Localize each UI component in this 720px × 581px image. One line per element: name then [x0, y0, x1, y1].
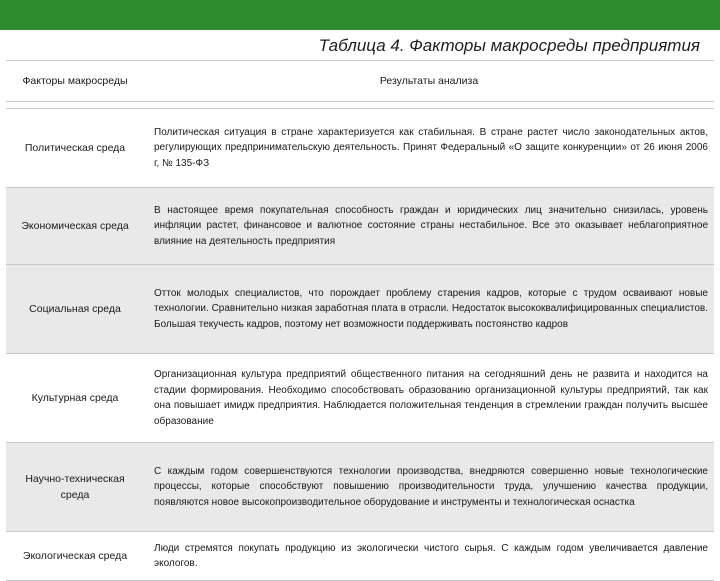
table-row: [6, 354, 714, 443]
table-row: [6, 188, 714, 265]
table-title: Таблица 4. Факторы макросреды предприятия: [318, 36, 700, 55]
table-row: [6, 265, 714, 354]
result-cell: Политическая ситуация в стране характеризуется как стабильная. В стране растет число законодательных актов, регулирующих предпринимательскую деятельность. Принят Федеральный «О защите конкуренции» от 26 июня 2006 г, № 135-ФЗ: [144, 109, 714, 188]
result-cell: Люди стремятся покупать продукцию из экологически чистого сырья. С каждым годом увеличивается давление экологов.: [144, 532, 714, 581]
result-cell: Отток молодых специалистов, что порождает проблему старения кадров, которые с трудом осваивают новые технологии. Сравнительно низкая заработная плата в отрасли. Недостаток высококвалифицированных специалистов. Большая текучесть кадров, поэтому нет возможности поддерживать постоянство кадров: [144, 265, 714, 354]
table-row: [6, 532, 714, 581]
result-cell: В настоящее время покупательная способность граждан и юридических лиц значительно снизилась, уровень инфляции растет, финансовое и валютное состояние страны нестабильное. Все это оказывает неблагоприятное влияние на деятельность предприятия: [144, 188, 714, 265]
header-factors: Факторы макросреды: [6, 61, 144, 102]
factor-cell: Экономическая среда: [6, 188, 144, 265]
factor-cell: Социальная среда: [6, 265, 144, 354]
result-cell: Организационная культура предприятий общественного питания на сегодняшний день не развита и находится на стадии формирования. Необходимо способствовать образованию организационной культуры предприятий, так как она повышает имидж предприятия. Наблюдается положительная тенденция в стремлении граждан получить высшее образование: [144, 354, 714, 443]
result-cell: С каждым годом совершенствуются технологии производства, внедряются совершенно новые технологические процессы, которые способствуют повышению производительности труда, улучшению качества продукции, появляются новое высокопроизводительное оборудование и инструменты и технологическая оснастка: [144, 443, 714, 532]
table-header-row: [6, 61, 714, 102]
top-accent-bar: [0, 0, 720, 30]
factor-cell: Культурная среда: [6, 354, 144, 443]
table-row: [6, 443, 714, 532]
factor-cell: Политическая среда: [6, 109, 144, 188]
macro-factors-table: [6, 60, 714, 581]
factor-cell: Экологическая среда: [6, 532, 144, 581]
macro-factors-table-container: [6, 60, 714, 569]
factor-cell: Научно-техническая среда: [6, 443, 144, 532]
header-results: Результаты анализа: [144, 61, 714, 102]
table-row: [6, 109, 714, 188]
